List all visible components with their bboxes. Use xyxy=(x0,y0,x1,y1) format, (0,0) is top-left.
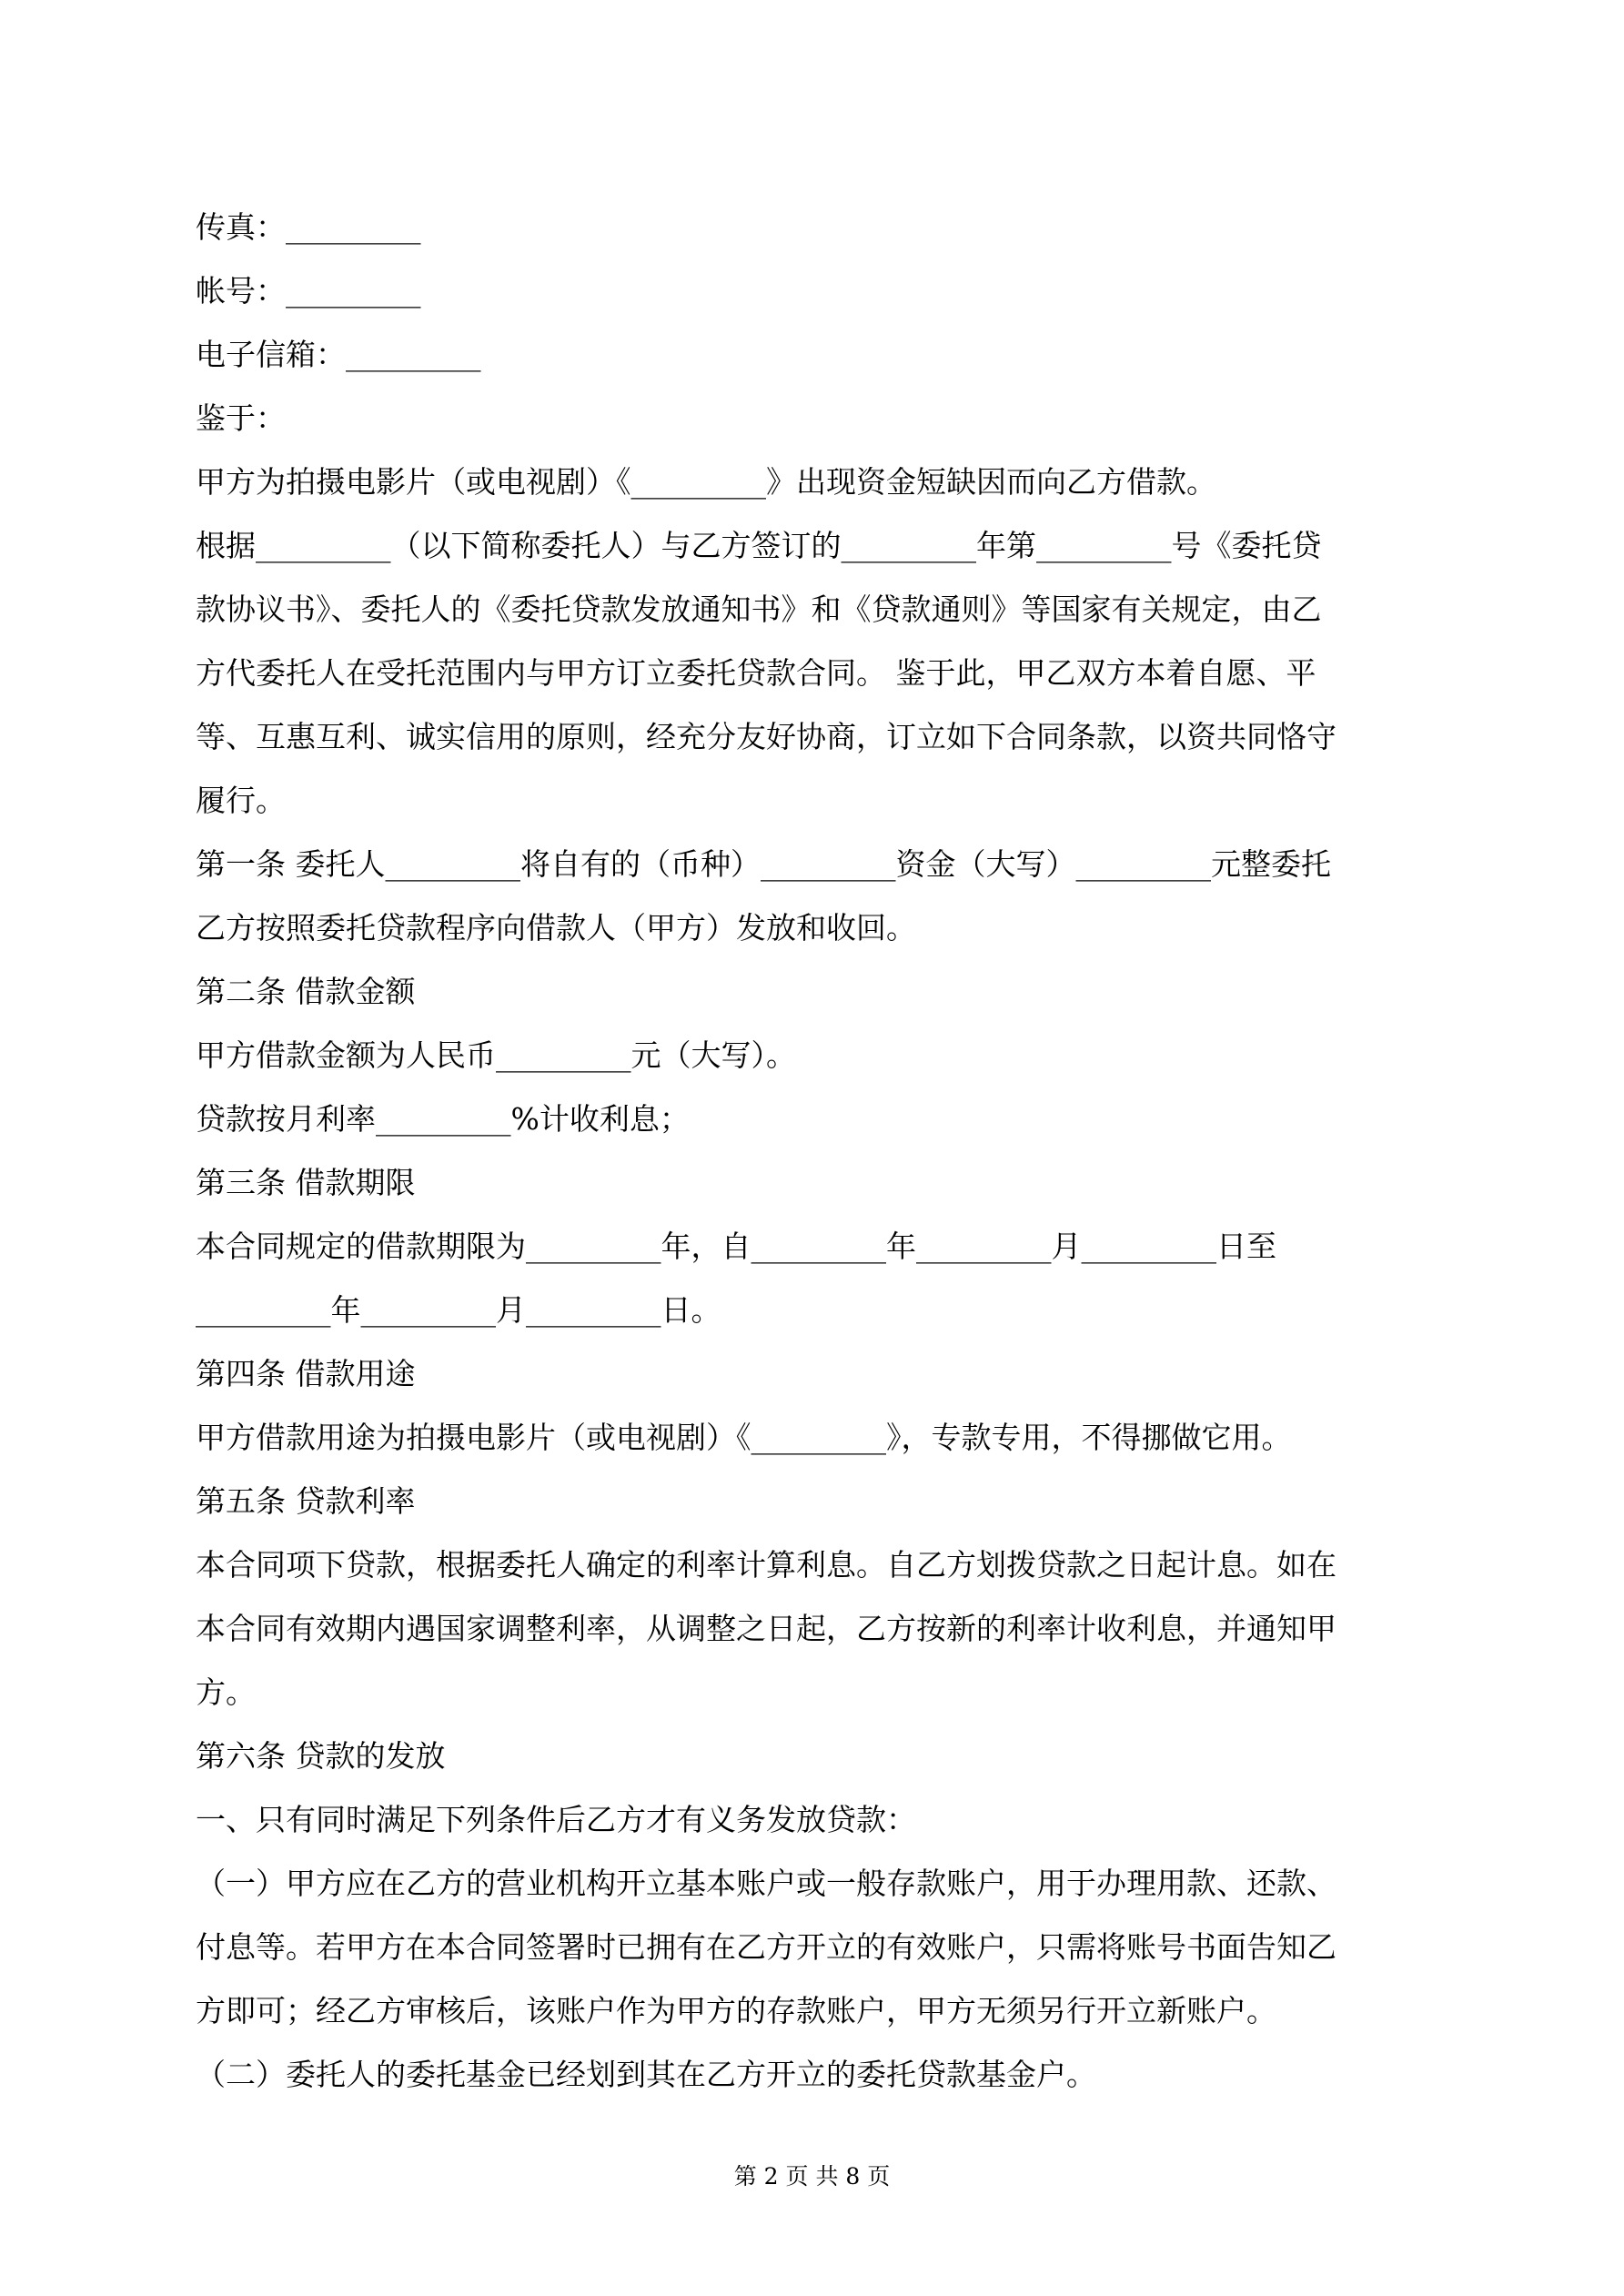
page-footer: 第 2 页 共 8 页 xyxy=(733,2163,891,2190)
article-2-line-1: 甲方借款金额为人民币_________元（大写）。 xyxy=(196,1037,796,1073)
article-6-sub-1-line-3: 方即可；经乙方审核后，该账户作为甲方的存款账户，甲方无须另行开立新账户。 xyxy=(196,1993,1276,2028)
line-basis-3: 方代委托人在受托范围内与甲方订立委托贷款合同。 鉴于此，甲乙双方本着自愿、平 xyxy=(196,655,1316,691)
line-basis-2: 款协议书》、委托人的《委托贷款发放通知书》和《贷款通则》等国家有关规定，由乙 xyxy=(196,592,1322,627)
article-5-line-2: 本合同有效期内遇国家调整利率，从调整之日起，乙方按新的利率计收利息，并通知甲 xyxy=(196,1611,1337,1646)
article-5-line-1: 本合同项下贷款，根据委托人确定的利率计算利息。自乙方划拨贷款之日起计息。如在 xyxy=(196,1547,1337,1583)
line-basis-4: 等、互惠互利、诚实信用的原则，经充分友好协商，订立如下合同条款，以资共同恪守 xyxy=(196,719,1337,754)
article-3-heading: 第三条 借款期限 xyxy=(196,1165,416,1200)
article-1-line-1: 第一条 委托人_________将自有的（币种）_________资金（大写）_________元整委托 xyxy=(196,846,1331,882)
article-4-line-1: 甲方借款用途为拍摄电影片（或电视剧）《_________》，专款专用，不得挪做它用。 xyxy=(196,1420,1292,1455)
line-fax: 传真：_________ xyxy=(196,209,421,245)
article-4-heading: 第四条 借款用途 xyxy=(196,1356,416,1391)
document-body xyxy=(196,196,1433,2107)
article-6-sub-2-line-1: （二）委托人的委托基金已经划到其在乙方开立的委托贷款基金户。 xyxy=(196,2057,1096,2092)
article-2-heading: 第二条 借款金额 xyxy=(196,974,416,1009)
article-5-line-3: 方。 xyxy=(196,1674,256,1710)
line-purpose-intro: 甲方为拍摄电影片（或电视剧）《_________》出现资金短缺因而向乙方借款。 xyxy=(196,464,1216,500)
article-6-heading: 第六条 贷款的发放 xyxy=(196,1738,446,1774)
line-basis-5: 履行。 xyxy=(196,783,286,818)
article-1-line-2: 乙方按照委托贷款程序向借款人（甲方）发放和收回。 xyxy=(196,910,916,946)
line-whereas: 鉴于： xyxy=(196,400,286,436)
article-5-heading: 第五条 贷款利率 xyxy=(196,1483,416,1519)
line-basis-1: 根据_________（以下简称委托人）与乙方签订的_________年第_________号《委托贷 xyxy=(196,528,1322,563)
article-6-sub-1-line-1: （一）甲方应在乙方的营业机构开立基本账户或一般存款账户，用于办理用款、还款、 xyxy=(196,1866,1337,1901)
article-6-item-1: 一、只有同时满足下列条件后乙方才有义务发放贷款： xyxy=(196,1802,916,1837)
line-email: 电子信箱：_________ xyxy=(196,337,481,372)
article-2-line-2: 贷款按月利率_________%计收利息； xyxy=(196,1101,690,1137)
article-3-line-1: 本合同规定的借款期限为_________年，自_________年_________月_________日至 xyxy=(196,1229,1276,1264)
line-account: 帐号：_________ xyxy=(196,273,421,308)
article-3-line-2: _________年_________月_________日。 xyxy=(196,1292,721,1328)
article-6-sub-1-line-2: 付息等。若甲方在本合同签署时已拥有在乙方开立的有效账户，只需将账号书面告知乙 xyxy=(196,1929,1337,1965)
